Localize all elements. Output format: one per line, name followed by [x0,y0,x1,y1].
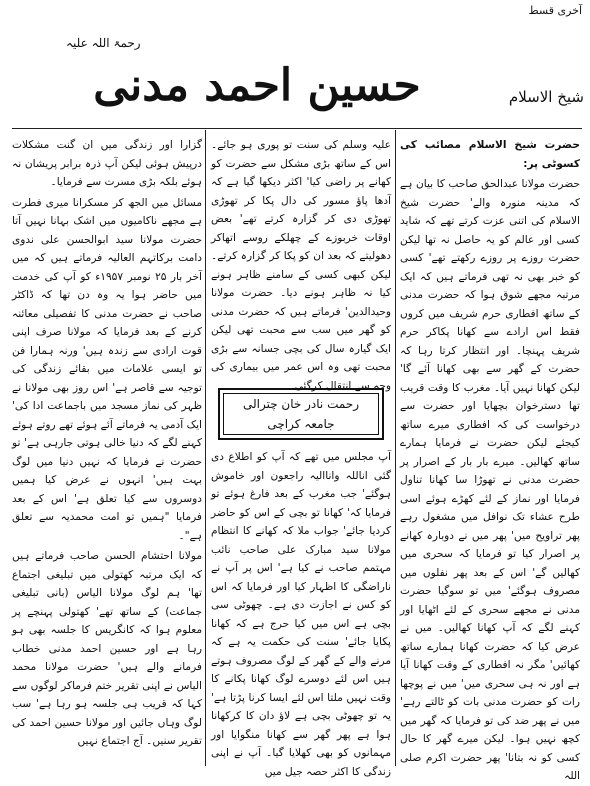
column-right [400,136,580,782]
paragraph: مسائل میں الجھ کر مسکرانا میری فطرت ہے مجھے ناکامیوں میں اشک بہانا نہیں آتا حضرت مولانا سید ابوالحسن علی ندوی دامت برکاتہم العالیہ فرماتے ہیں کہ میں آخر بار ۲۵ نومبر ۱۹۵۷ء کو آپ کی خدمت میں حاضر ہوا یہ وہ دن تھا کہ ڈاکٹر صاحب نے حضرت مدنی کا تفصیلی معائنہ کرنے کے بعد فرمایا کہ مولانا صرف اپنی قوت ارادی سے زندہ ہیں' ورنہ ہمارا فن تو ایسی علامات میں بقائے زندگی کی توجیہ سے قاصر ہے' اس روز بھی مولانا نے ظہر کی نماز مسجد میں باجماعت ادا کی' ایک آدمی یہ فرماتے آئے ہوئے تھے روتے ہوئے کہنے لگے کہ دنیا خالی ہوتی جارہی ہے' تو حضرت نے فرمایا کہ نہیں دنیا میں لوگ بہت ہیں' انہوں نے عرض کیا ہمیں دوسروں سے کیا تعلق ہے' اس کے بعد فرمایا "ہمیں تو امت محمدیہ سے تعلق ہے"۔ [12,196,202,542]
paragraph: مولانا احتشام الحسن صاحب فرماتے ہیں کہ ایک مرتبہ کھتولی میں تبلیغی اجتماع تھا' ہم لوگ مولانا الیاس (بانی تبلیغی جماعت) کے ساتھ تھے' کھتولی پہنچے پر معلوم ہوا کہ کانگریس کا جلسہ بھی ہو رہا ہے اور حسین احمد مدنی خطاب فرمانے والے ہیں' حضرت مولانا محمد الیاس نے اپنی تقریر ختم فرماکر لوگوں سے کہا کہ قریب ہی جلسہ ہو رہا ہے' سب لوگ وہاں جائیں اور مولانا حسین احمد کی تقریر سنیں۔ آج اجتماع نہیں [12,550,202,747]
episode-label: آخری قسط [528,4,582,17]
title-calligraphy [92,50,422,114]
section-heading: حضرت شیخ الاسلام مصائب کی کسوٹی پر: [400,139,580,170]
column-divider [205,130,206,766]
paragraph: علیہ وسلم کی سنت تو پوری ہو جائے۔ اس کے ساتھ بڑی مشکل سے حضرت کو کھانے پر راضی کیا' اکثر دیکھا گیا ہے کہ آدھا پاؤ مسور کی دال پکا کر تھوڑی تھوڑی دی کر گزارہ کرتے تھے' بعض اوقات خربوزے کے چھلکے روسے اتھاکر دھولیتے کہ بعد ان کو پکا کر گزارہ کرتے۔ لیکن کبھی کسی کے سامنے ظاہر ہونے کیا نہ ظاہر ہونے دیا۔ حضرت مولانا وحیدالدین' فرماتے ہیں کہ حضرت مدنی کو گھر میں سب سے محبت تھی لیکن ایک گیارہ سال کی بچی جسانہ سے بڑی محبت تھی وہ اس عمر میں بیماری کی وجہ سے انتقال کرگئی۔ [211,139,391,392]
paragraph: آپ مجلس میں تھے کہ آپ کو اطلاع دی گئی اناللہ واناالیہ راجعون اور خاموش ہوگئے' جب مغرب کے بعد فارغ ہوئے تو فرمایا کہ' کھانا تو بچی کے اس کو حاضر کردیا جائے' جواب ملا کہ کھانے کا انتظام مولانا سید مبارک علی صاحب نائب مہتمم صاحب نے کیا ہے' اس پر آپ نے ناراضگی کا اظہار کیا اور فرمایا کہ اس کو کس نے اجازت دی ہے۔ چھوٹی سی بچی ہے اس میں کیا حرج ہے کہ کھانا پکایا جائے' سنت کی حکمت یہ ہے کہ مرنے والے کے گھر کے لوگ مصروف ہوتے ہیں اس لئے دوسرے لوگ کھانا پکانے کا وقت نہیں ملتا اس لئے ایسا کرنا پڑتا ہے' یہ تو چھوٹی بچی ہے لاؤ دان کا کرکھانا ہوا ہے پھر گھر سے کھانا منگوایا اور مہمانوں کو بھی کھلایا گیا۔ آپ نے اپنی زندگی کا اکثر حصہ جیل میں [211,451,391,778]
paragraph: گزارا اور زندگی میں ان گنت مشکلات درپیش ہوئی لیکن آپ ذرہ برابر پریشان نہ ہوئے بلکہ بڑی مسرت سے فرمایا۔ [12,139,202,188]
top-rule [12,128,582,129]
author-institution: جامعہ کراچی [267,417,335,431]
column-left [12,136,202,768]
honorific: رحمۃ اللہ علیہ [66,36,141,50]
title-text: حسین احمد مدنی [93,60,421,111]
byline: شیخ الاسلام [508,88,584,106]
author-box [218,388,384,440]
author-name: رحمت نادر خان چترالی [242,397,360,411]
column-middle-lower [211,448,391,778]
column-divider [395,130,396,766]
paragraph: حضرت مولانا عبدالحق صاحب کا بیان ہے کہ مدینہ منورہ والے' حضرت شیخ الاسلام کی اتنی عزت کرتے تھے کہ شاید کسی اور عالم کو یہ حاصل نہ تھا لیکن حضرت روزے پر روزے رکھتے تھے' کسی کو خبر بھی نہ تھی فرماتے ہیں کہ ایک مرتبہ مجھے شوق ہوا کہ حضرت مدنی کے ساتھ افطاری حرم شریف میں کروں فقط اس ارادے سے کھانا پکاکر حرم شریف پہنچا۔ اور انتظار کرتا رہا کہ حضرت کے گھر سے بھی کھانا آئے گا' لیکن کھانا نہیں آیا۔ مغرب کا وقت قریب تھا دسترخوان بچھایا اور حضرت سے درخواست کی کہ افطاری میرے ساتھ کیجئے لیکن حضرت نے فرمایا ہمارے ساتھ کھالیں۔ میرے بار بار کے اصرار پر حضرت مدنی نے تھوڑا سا کھانا تناول فرمایا اور نماز کے لئے کھڑے ہوئے اسی طرح عشاء تک نوافل میں مشغول رہے پھر تراویح میں' پھر میں نے دوبارہ کھانے پر اصرار کیا تو فرمایا کہ سحری میں کھالیں گے' اس کے بعد پھر نفلوں میں مصروف ہوگئے' میں تو سوگیا حضرت مدنی نے مجھے سحری کے لئے اٹھایا اور کہنے لگے کہ آپ کھانا کھالیں۔ میں نے عرض کیا کہ حضرت کھانا ہمارے ساتھ کھائیں' مگر نہ افطاری کے وقت کھانا آیا ہے اور نہ ہی سحری میں' میں نے پوچھا رات کو حضرت مدنی بات کو ٹالتے رہے' میں نے پھر ضد کی تو فرمایا کہ گھر میں کچھ نہیں ہوا۔ لیکن میرے گھر کا حال کسی کو نہ بتانا' پھر حضرت اکرم صلی اللہ [400,178,580,782]
